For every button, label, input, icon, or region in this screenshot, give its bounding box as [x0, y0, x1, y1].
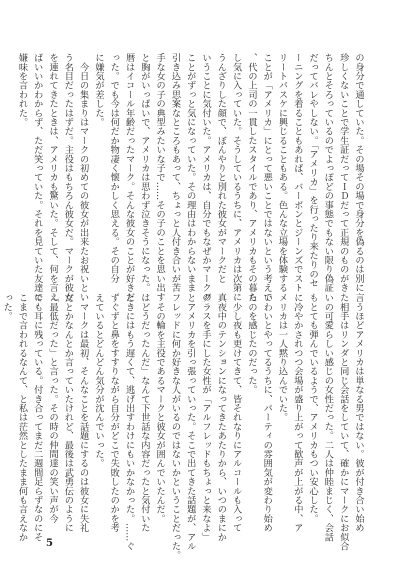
body-text-top-tier: の身分で通していた。その場その場で身分を偽るのは別に 珍しくないことで学生証だってＩＤだって正規のものがき ちんとそろっているのでよっぽどの事態でもない限り偽証 だってバレやしない。「アメリカ」を行ったり来たりのセ ーニングを着ることもあれば、バーボンとジーンズでスト リートバスケに興じることもある。色んな立場を体験する ことが「アメリカ」にとって悪いことではないという考えで 、代の上司の一貫したスタイルであり、アメリカもその暮ら し気に入っていた。そうしているうちに、アメリカは次第に うんざりした顔で、ぼんやりと別れた彼女がマークだと いうことに気付いた。アメリカは、自分でもなぜかマークの ことがずっと気になっていた。その理由はわからないまま 引き込み思案なところもあって、ちょっと人付き合いが苦 手な女の子の典型みたいな子で……その子のことを思い出す と胸がいっぱいで、アメリカは思わず泣きそうになった。 暦はイコール年齢だったマーク。そんな彼女のことが好きだ った。でも今は何だか物凄く懐かしく思える。その自分 に嫌気が差した。 今日の集まりはマークの初めての彼女が出来たお祝いとい う名目だったはずだ。主役はもちろん彼女だ。マークが彼女 を連れてきたときは、アメリカも驚いた。そして、何を言え ばいいかわからず、ただ笑っていた。それを見ていた友達に 嫌味を言われた。: [16, 53, 364, 302]
body-text-bottom-tier: 言うほどアメリカは単なる男ではない。彼が付き合い始め た相手はリンダと同じ会話をしていて、確かにマークにお似合 いの可愛らしい感じの女性だった。二人は仲睦まじく、会話 もとても弾んでいるようで、アメリカもつい安心した。 に冷やかされつつ会場が盛り上がって歓声が上がる中、ア メリカは一人黙り込んでいた。 いわいとやってるうちに、パーティの雰囲気が変わり始め たのを感じたのだった。 少し夜も更けてきて、皆それなりにアルコールも入って 真夜中のテンションになってきたあたりから、いつのまにか グラスを手にした女性が「アルフレッドもちょっと来なよ」 とアメリカを引っ張っていった。そこで出てきた話題が、アル フレッドに何か好きな人がいるのではないかということだった。 その輪を主役であるマークと彼女が囲んでいたんだ。 はどうだったんだ」なんて下世話な内容だったと気付いた ときにはもう遅くて、逃げ出すわけにもいかなかった。……ぐ ずぐずと鼻をすすりながら自分がどこで失敗したのかを考 えているとどんどん気分が沈んでいった。 マークは最初、そんなことを話題にするのは彼女に失礼 だとかなんとか言っていたけれど、最後は武勇伝のように 「最低だった」と言った。その時の仲間達の笑い声が今 でも耳に残っている。付き合ってまだ二週間足らずなのにそ こまで言われるなんて、と私は茫然としたまま何も言えなか った。: [1, 293, 364, 560]
page-number: 5: [46, 538, 53, 549]
